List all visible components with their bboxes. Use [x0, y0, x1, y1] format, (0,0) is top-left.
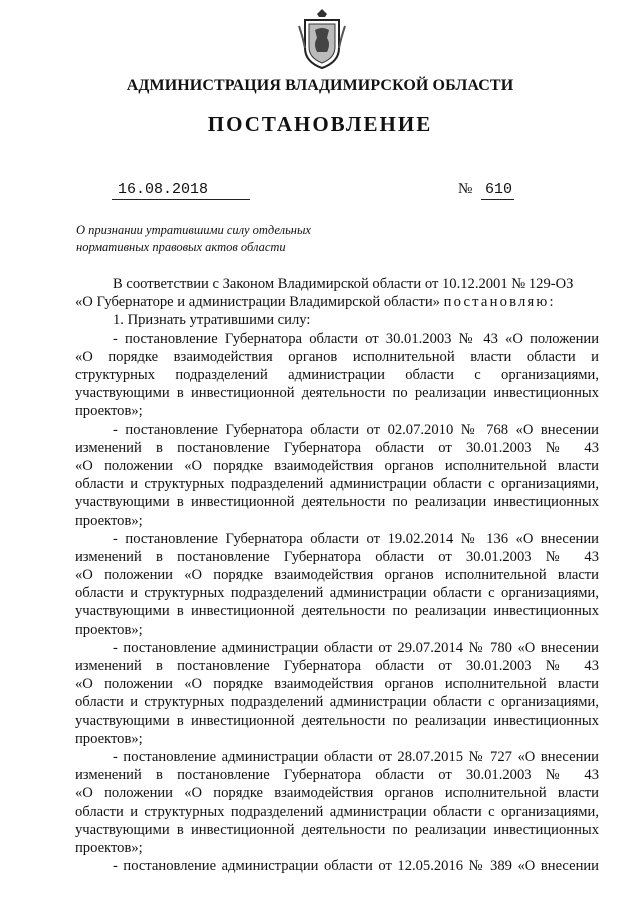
subject-line: нормативных правовых актов области [76, 240, 286, 254]
document-date: 16.08.2018 [118, 181, 209, 198]
body-line: проектов»; [75, 730, 143, 747]
body-line: участвующими в инвестиционной деятельности по реализации инвестиционных [75, 494, 599, 511]
document-type: ПОСТАНОВЛЕНИЕ [207, 112, 433, 136]
body-line: проектов»; [75, 512, 143, 529]
body-line: области и структурных подразделений администрации области с организациями, [75, 803, 599, 820]
body-line: В соответствии с Законом Владимирской области от 10.12.2001 № 129-ОЗ [113, 276, 574, 292]
body-line: проектов»; [75, 621, 143, 638]
body-line-text: «О Губернаторе и администрации Владимирской области» [75, 294, 440, 311]
body-line: «О положении «О порядке взаимодействия органов исполнительной власти [75, 676, 599, 693]
body-line: - постановление администрации области от 28.07.2015 № 727 «О внесении [113, 748, 599, 765]
decree-word: постановляю: [443, 294, 556, 311]
body-line: - постановление администрации области от 29.07.2014 № 780 «О внесении [113, 639, 599, 656]
body-line: «О положении «О порядке взаимодействия органов исполнительной власти [75, 567, 599, 584]
body-line: области и структурных подразделений администрации области с организациями, [75, 476, 599, 493]
body-line: 1. Признать утратившими силу: [113, 312, 311, 329]
document-subject [76, 222, 376, 256]
body-line: «О порядке взаимодействия органов исполнительной власти области и [75, 348, 599, 365]
body-line: «О положении «О порядке взаимодействия органов исполнительной власти [75, 457, 599, 474]
body-line: изменений в постановление Губернатора области от 30.01.2003 № 43 [75, 767, 599, 784]
body-line: участвующими в инвестиционной деятельности по реализации инвестиционных [75, 603, 599, 620]
organization-title: АДМИНИСТРАЦИЯ ВЛАДИМИРСКОЙ ОБЛАСТИ [126, 77, 514, 94]
body-line: - постановление Губернатора области от 02.07.2010 № 768 «О внесении [113, 421, 599, 438]
body-line: - постановление Губернатора области от 30.01.2003 № 43 «О положении [113, 330, 599, 347]
body-line: «О положении «О порядке взаимодействия органов исполнительной власти [75, 785, 599, 802]
coat-of-arms-icon [297, 8, 347, 70]
body-line: участвующими в инвестиционной деятельности по реализации инвестиционных [75, 712, 599, 729]
body-line: изменений в постановление Губернатора области от 30.01.2003 № 43 [75, 658, 599, 675]
body-line: проектов»; [75, 839, 143, 856]
date-underline [112, 199, 250, 200]
body-line: - постановление Губернатора области от 19.02.2014 № 136 «О внесении [113, 530, 599, 547]
body-line: структурных подразделений администрации области с организациями, [75, 366, 599, 383]
body-line: участвующими в инвестиционной деятельности по реализации инвестиционных [75, 821, 599, 838]
number-label: № [458, 181, 473, 197]
body-line: - постановление администрации области от 12.05.2016 № 389 «О внесении [113, 858, 599, 875]
body-line: области и структурных подразделений администрации области с организациями, [75, 694, 599, 711]
body-line: изменений в постановление Губернатора области от 30.01.2003 № 43 [75, 439, 599, 456]
document-number: 610 [485, 181, 513, 198]
body-line: области и структурных подразделений администрации области с организациями, [75, 585, 599, 602]
body-line [75, 293, 599, 311]
number-underline [481, 199, 514, 200]
body-line: изменений в постановление Губернатора области от 30.01.2003 № 43 [75, 548, 599, 565]
body-line: проектов»; [75, 403, 143, 420]
document-body [75, 275, 599, 875]
subject-line: О признании утратившими силу отдельных [76, 223, 311, 237]
body-line: участвующими в инвестиционной деятельности по реализации инвестиционных [75, 385, 599, 402]
